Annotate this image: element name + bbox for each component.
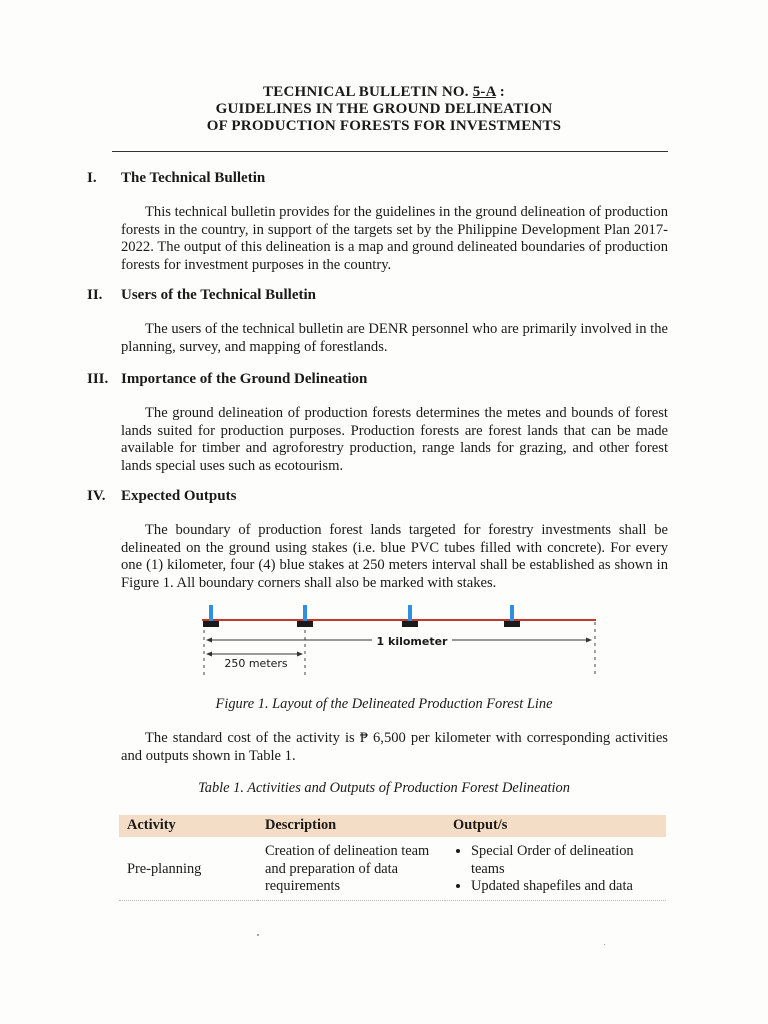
section-text-2: The users of the technical bulletin are DENR personnel who are primarily involved in the planning, survey, and mapping of forestlands.	[121, 321, 668, 355]
section-text-4: The boundary of production forest lands targeted for forestry investments shall be delineated on the ground using stakes (i.e. blue PVC tubes filled with concrete). For every one (1) kilometer, four (4) blue stakes at 250 meters interval shall be established as shown in Figure 1. All boundary corners shall also be marked with stakes.	[121, 522, 668, 591]
section-heading-2: II. Users of the Technical Bulletin	[87, 287, 317, 303]
scan-speck	[257, 934, 259, 936]
figure-forest-line-diagram	[190, 600, 610, 685]
table-header-row	[119, 815, 666, 837]
stake-2	[297, 605, 313, 627]
table-cell-description: Creation of delineation team and preparation of data requirements	[257, 837, 445, 900]
figure-caption: Figure 1. Layout of the Delineated Production Forest Line	[215, 696, 553, 712]
stake-1	[203, 605, 219, 627]
activities-table	[119, 815, 666, 901]
section-text-1: This technical bulletin provides for the guidelines in the ground delineation of production forests in the country, in support of the targets set by the Philippine Development Plan 2017-2022. The output of this delineation is a map and ground delineated boundaries of production forests for investment purposes in the country.	[121, 204, 668, 273]
stake-4	[504, 605, 520, 627]
250m-label: 250 meters	[224, 657, 288, 670]
stake-3	[402, 605, 418, 627]
title-line-2: GUIDELINES IN THE GROUND DELINEATION	[215, 101, 553, 117]
table-cell-outputs	[445, 837, 666, 900]
table-header-outputs: Output/s	[445, 815, 666, 837]
bulletin-number: 5-A	[472, 84, 496, 100]
cost-paragraph: The standard cost of the activity is ₱ 6,500 per kilometer with corresponding activities and outputs shown in Table 1.	[121, 730, 668, 764]
table-row	[119, 837, 666, 900]
output-item: • Special Order of delineation teams	[471, 843, 658, 878]
250m-dimension-arrow	[206, 652, 303, 657]
scan-speck	[604, 944, 605, 945]
section-heading-3: III. Importance of the Ground Delineation	[87, 371, 368, 387]
title-divider	[112, 151, 668, 152]
section-text-3: The ground delineation of production forests determines the metes and bounds of forest lands suited for production purposes. Production forests are forest lands that can be made available for timber and agroforestry production, range lands for grazing, and other forest lands special uses such as ecotourism.	[121, 405, 668, 474]
document-title	[0, 84, 768, 135]
table-header-description: Description	[257, 815, 445, 837]
title-line-1: TECHNICAL BULLETIN NO. 5-A :	[263, 84, 505, 100]
section-heading-4: IV. Expected Outputs	[87, 488, 237, 504]
table-caption: Table 1. Activities and Outputs of Production Forest Delineation	[198, 780, 570, 796]
km-label: 1 kilometer	[376, 635, 448, 648]
table-cell-activity: Pre-planning	[119, 837, 257, 900]
table-header-activity: Activity	[119, 815, 257, 837]
output-item: • Updated shapefiles and data	[471, 878, 658, 896]
title-line-3: OF PRODUCTION FORESTS FOR INVESTMENTS	[206, 118, 562, 134]
section-heading-1: I. The Technical Bulletin	[87, 170, 266, 186]
